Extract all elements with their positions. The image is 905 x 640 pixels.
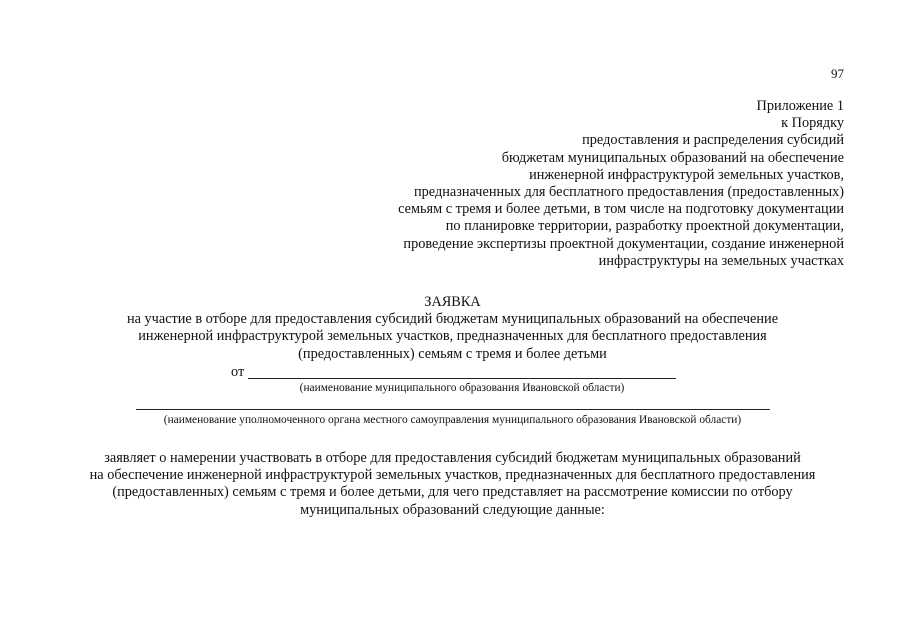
municipality-caption: (наименование муниципального образования Ивановской области) (299, 382, 625, 394)
authority-caption: (наименование уполномоченного органа местного самоуправления муниципального образования Ивановской области) (163, 414, 742, 426)
document-subtitle-line: инженерной инфраструктурой земельных участков, предназначенных для бесплатного предоставления (138, 328, 767, 345)
appendix-line: Приложение 1 (756, 98, 844, 114)
appendix-line: семьям с тремя и более детьми, в том числе на подготовку документации (398, 201, 844, 218)
from-label: от (231, 364, 245, 380)
municipality-fill-line (248, 378, 676, 379)
authority-fill-line (136, 409, 770, 410)
application-title-block (0, 294, 905, 363)
document-subtitle-line: на участие в отборе для предоставления субсидий бюджетам муниципальных образований на обеспечение (126, 311, 779, 328)
body-line: заявляет о намерении участвовать в отборе для предоставления субсидий бюджетам муниципальных образований (104, 450, 801, 466)
appendix-line: предназначенных для бесплатного предоставления (предоставленных) (413, 184, 844, 201)
body-line: (предоставленных) семьям с тремя и более детьми, для чего представляет на рассмотрение комиссии по отбору (112, 484, 793, 501)
appendix-line: инфраструктуры на земельных участках (598, 252, 844, 269)
body-line: муниципальных образований следующие данные: (300, 501, 605, 518)
appendix-line: по планировке территории, разработку проектной документации, (445, 218, 844, 235)
appendix-line: инженерной инфраструктурой земельных участков, (529, 166, 844, 183)
appendix-header (398, 98, 844, 270)
page-number: 97 (831, 66, 844, 81)
appendix-line: предоставления и распределения субсидий (582, 132, 844, 149)
body-paragraph (40, 450, 865, 519)
appendix-line: к Порядку (781, 115, 844, 132)
body-line: на обеспечение инженерной инфраструктурой земельных участков, предназначенных для бесплатного предоставления (89, 467, 816, 484)
document-subtitle-line: (предоставленных) семьям с тремя и более детьми (298, 345, 607, 362)
appendix-line: бюджетам муниципальных образований на обеспечение (501, 149, 844, 166)
appendix-line: проведение экспертизы проектной документации, создание инженерной (403, 235, 844, 252)
document-title: ЗАЯВКА (424, 294, 481, 310)
